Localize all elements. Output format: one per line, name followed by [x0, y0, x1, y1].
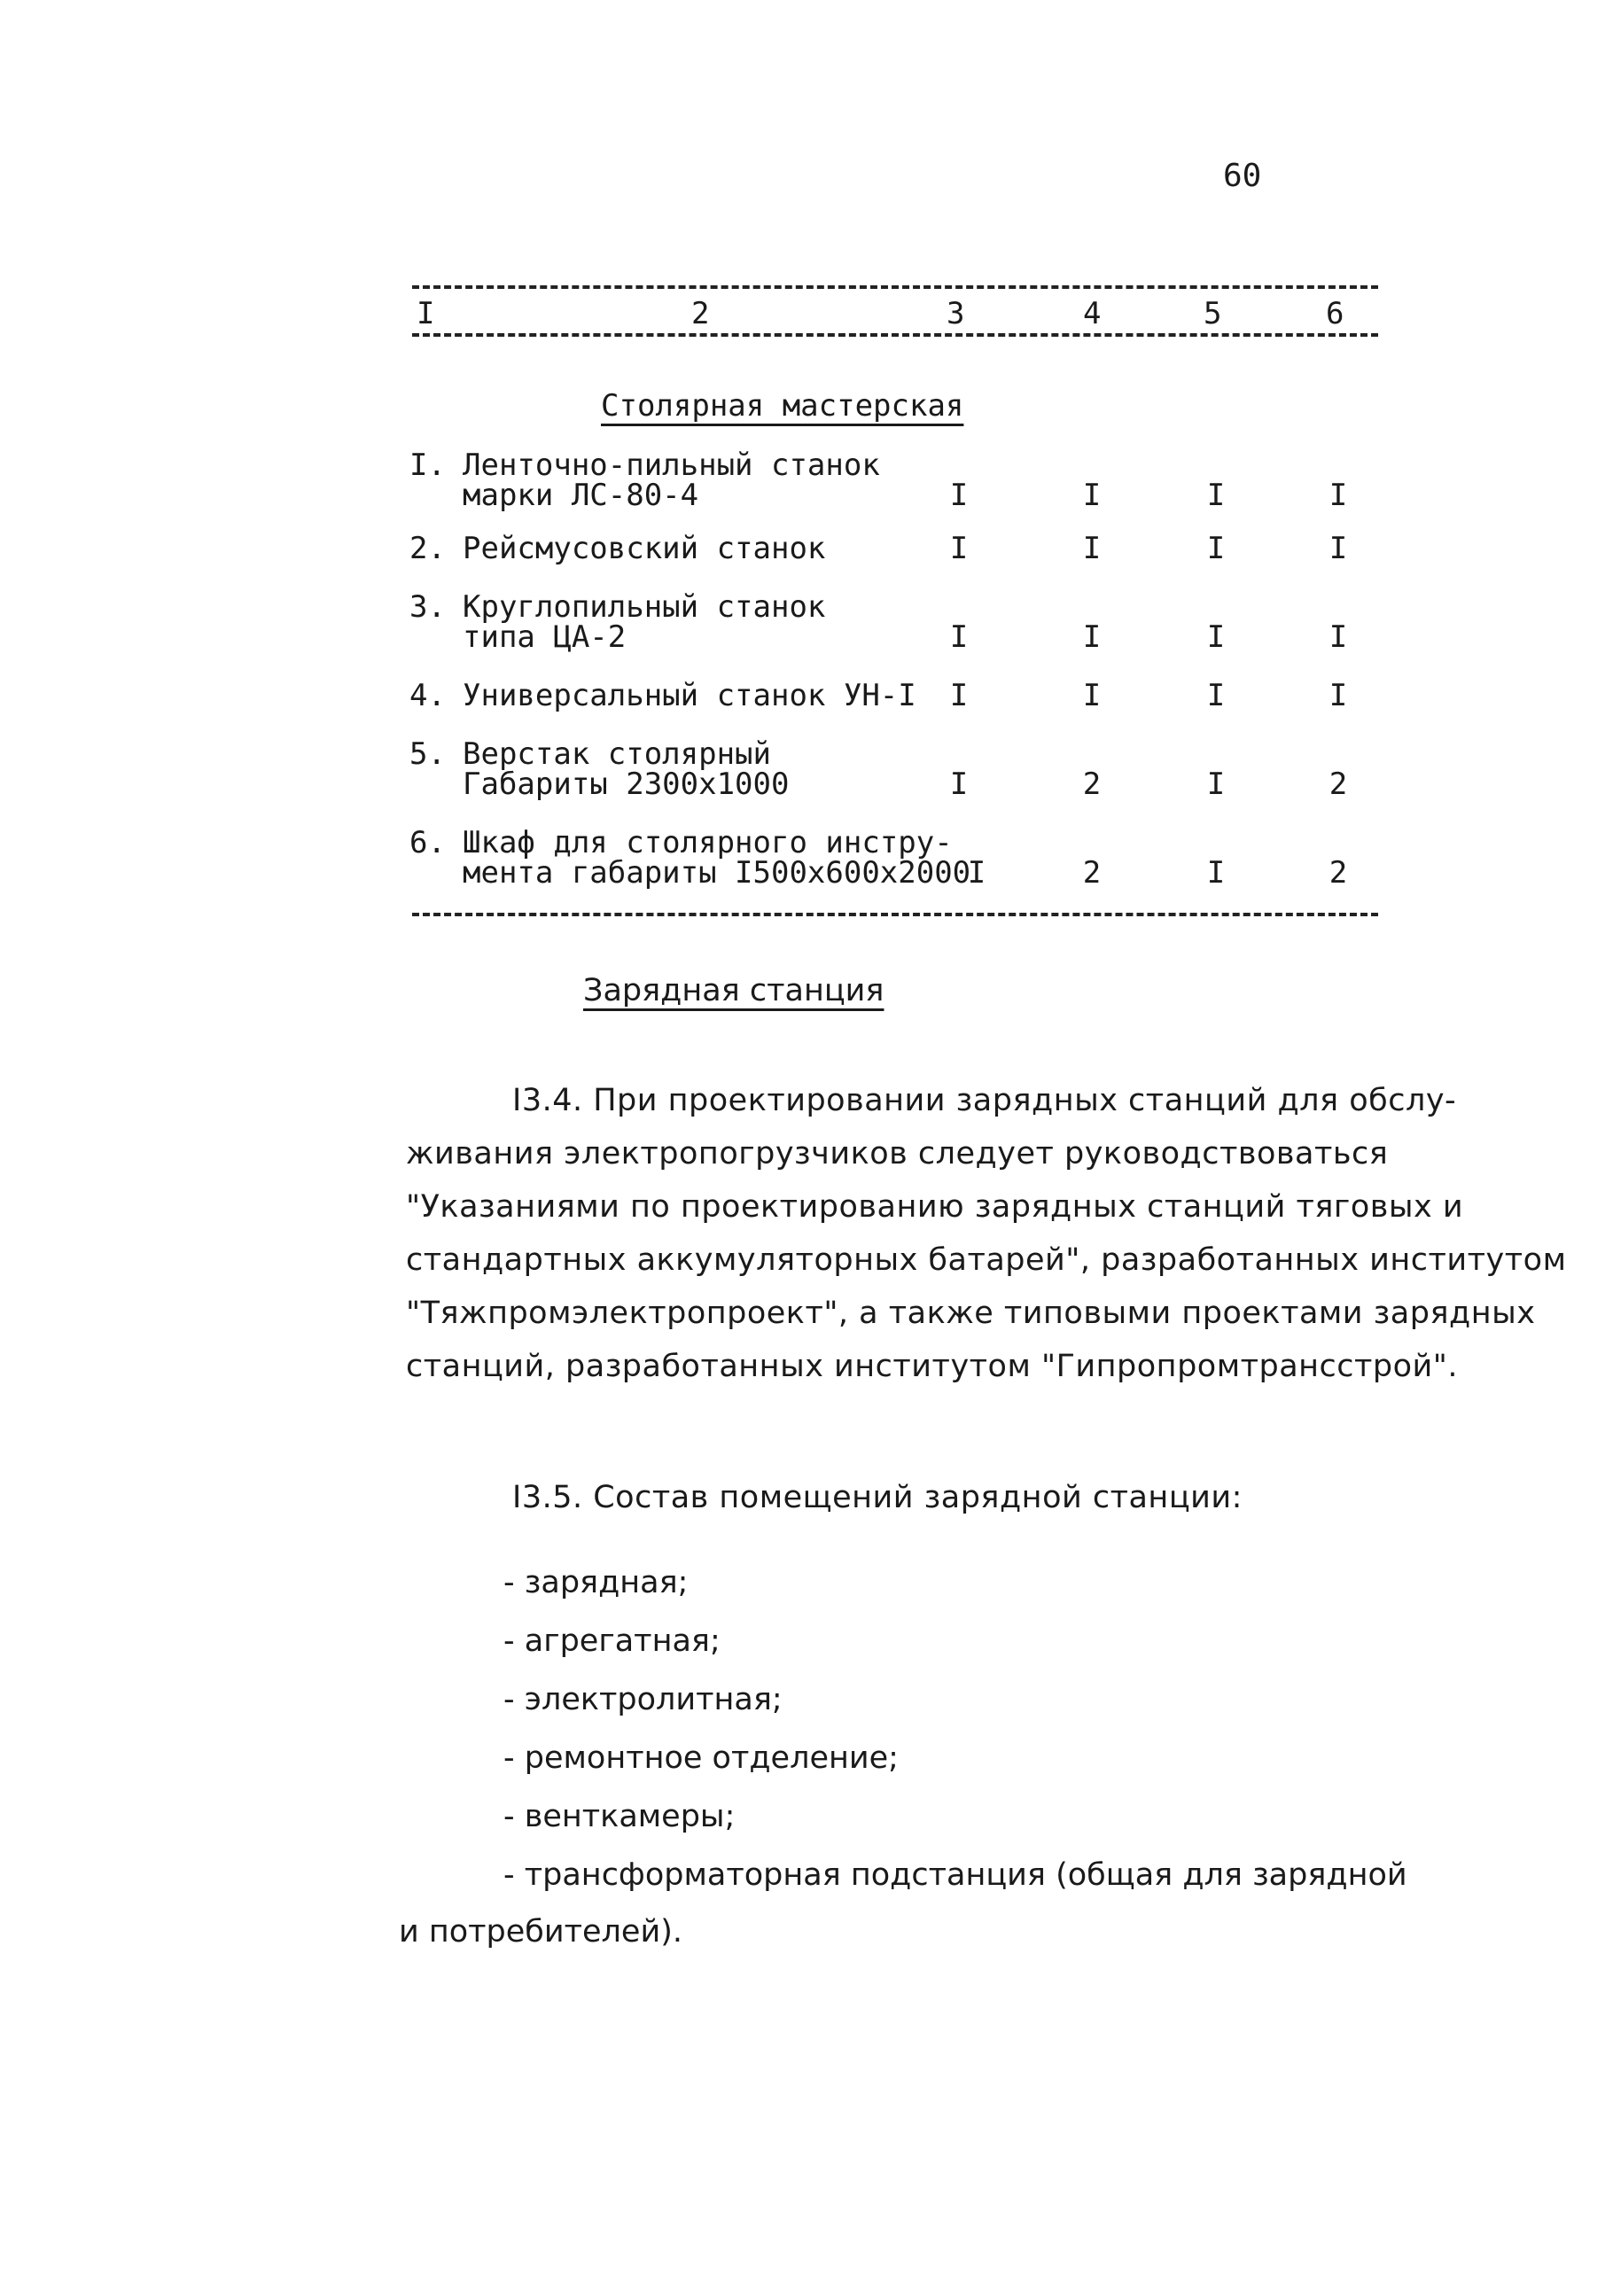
row-name: Верстак столярный Габариты 2300х1000 [463, 736, 790, 802]
list-item: - зарядная; [503, 1565, 689, 1600]
row-value-col4: I [1082, 478, 1102, 513]
row-value-col5: I [1206, 855, 1226, 891]
column-header-3: 3 [947, 296, 965, 331]
table-row [409, 678, 1384, 716]
list-item: - ремонтное отделение; [503, 1740, 899, 1776]
row-number: 5. [409, 736, 446, 772]
row-number: 4. [409, 678, 446, 713]
row-value-col3: I [967, 855, 986, 891]
row-number: 3. [409, 589, 446, 625]
list-item: - электролитная; [503, 1682, 783, 1717]
table-rule-bottom [412, 913, 1378, 916]
table-row [409, 589, 1384, 655]
table-section-title: Столярная мастерская [601, 388, 964, 424]
list-item: - агрегатная; [503, 1623, 721, 1659]
paragraph-line: "Указаниями по проектированию зарядных станций тяговых и [406, 1189, 1464, 1225]
charging-section-title: Зарядная станция [583, 973, 884, 1008]
row-name: Универсальный станок УН-I [463, 678, 916, 713]
row-value-col3: I [949, 767, 969, 802]
paragraph-line: живания электропогрузчиков следует руководствоваться [406, 1136, 1389, 1171]
table-row [409, 736, 1384, 802]
row-name: Круглопильный станок типа ЦА-2 [463, 589, 826, 655]
paragraph-line: стандартных аккумуляторных батарей", разработанных институтом [406, 1242, 1567, 1278]
row-value-col3: I [949, 478, 969, 513]
list-item: - венткамеры; [503, 1799, 736, 1834]
row-value-col5: I [1206, 767, 1226, 802]
paragraph-13-4 [406, 1074, 1566, 1393]
row-value-col5: I [1206, 619, 1226, 655]
row-value-col6: 2 [1329, 767, 1348, 802]
row-value-col4: I [1082, 678, 1102, 713]
page-number: 60 [1223, 158, 1262, 194]
paragraph-line: станций, разработанных институтом "Гипропромтрансстрой". [406, 1349, 1459, 1384]
table-row [409, 450, 1384, 512]
column-header-6: 6 [1326, 296, 1344, 331]
row-value-col6: 2 [1329, 855, 1348, 891]
row-value-col4: 2 [1082, 767, 1102, 802]
row-value-col6: I [1329, 678, 1348, 713]
paragraph-line: I3.4. При проектировании зарядных станций для обслу- [512, 1083, 1457, 1118]
row-name: Рейсмусовский станок [463, 531, 826, 566]
row-value-col5: I [1206, 478, 1226, 513]
row-number: 6. [409, 825, 446, 860]
row-value-col4: I [1082, 619, 1102, 655]
table-rule-header-bottom [412, 333, 1378, 337]
row-value-col3: I [949, 531, 969, 566]
table-row [409, 825, 1384, 891]
paragraph-line: "Тяжпромэлектропроект", а также типовыми проектами зарядных [406, 1296, 1536, 1331]
row-value-col4: I [1082, 531, 1102, 566]
column-header-1: I [417, 296, 435, 331]
column-header-4: 4 [1083, 296, 1102, 331]
table-row [409, 533, 1384, 569]
row-value-col6: I [1329, 531, 1348, 566]
paragraph-13-5: I3.5. Состав помещений зарядной станции: [512, 1480, 1243, 1515]
table-rule-top [412, 285, 1378, 289]
row-value-col5: I [1206, 531, 1226, 566]
column-header-2: 2 [691, 296, 710, 331]
row-value-col5: I [1206, 678, 1226, 713]
row-value-col3: I [949, 678, 969, 713]
row-name: Ленточно-пильный станок марки ЛС-80-4 [463, 448, 880, 513]
list-item: и потребителей). [399, 1914, 682, 1950]
row-name: Шкаф для столярного инстру- мента габариты I500x600x2000 [463, 825, 971, 891]
list-item: - трансформаторная подстанция (общая для зарядной [503, 1857, 1407, 1893]
column-header-5: 5 [1204, 296, 1222, 331]
row-value-col3: I [949, 619, 969, 655]
row-value-col4: 2 [1082, 855, 1102, 891]
row-number: I. [409, 448, 446, 483]
row-value-col6: I [1329, 619, 1348, 655]
row-number: 2. [409, 531, 446, 566]
row-value-col6: I [1329, 478, 1348, 513]
